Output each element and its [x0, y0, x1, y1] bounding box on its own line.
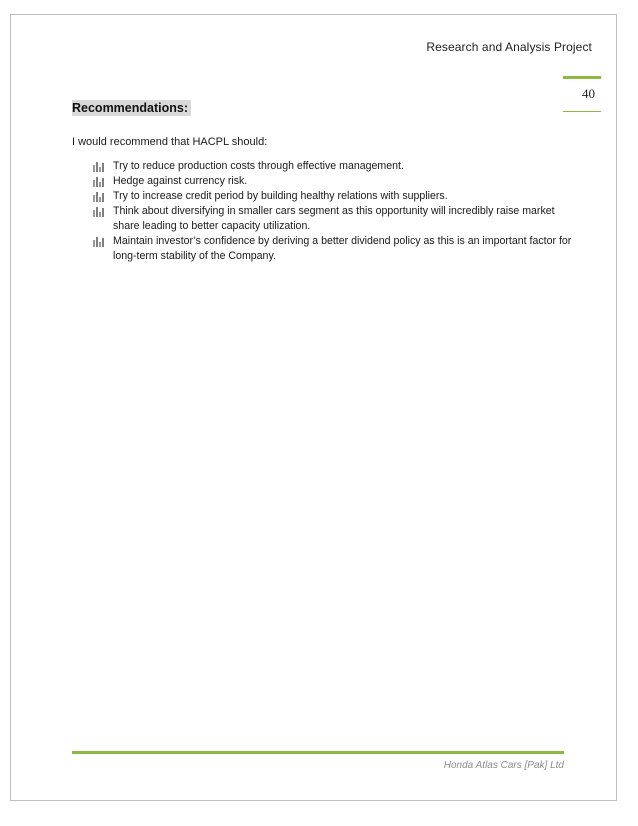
- list-item: [92, 189, 572, 204]
- bar-chart-bullet-icon: [92, 236, 105, 247]
- list-item-text: Hedge against currency risk.: [113, 175, 248, 187]
- footer-rule: [72, 751, 564, 754]
- page-number-box: [563, 76, 601, 112]
- list-item: [92, 174, 572, 189]
- page-number-bottom-rule: [563, 111, 601, 112]
- page-border: [10, 14, 617, 801]
- recommendation-list: [92, 159, 572, 264]
- footer-text: Honda Atlas Cars [Pak] Ltd: [443, 760, 564, 771]
- header-title: Research and Analysis Project: [426, 40, 592, 54]
- list-item: [92, 159, 572, 174]
- list-item: [92, 204, 572, 234]
- list-item-text: Think about diversifying in smaller cars segment as this opportunity will incredibly raise market share leading to better capacity utilization.: [113, 205, 555, 232]
- list-item-text: Try to reduce production costs through effective management.: [113, 160, 404, 172]
- list-item-text: Maintain investor’s confidence by deriving a better dividend policy as this is an important factor for long-term stability of the Company.: [113, 235, 572, 262]
- bar-chart-bullet-icon: [92, 206, 105, 217]
- list-item-text: Try to increase credit period by building healthy relations with suppliers.: [113, 190, 448, 202]
- page-number: 40: [582, 86, 595, 101]
- page-number-top-rule: [563, 76, 601, 79]
- list-item: [92, 234, 572, 264]
- bar-chart-bullet-icon: [92, 191, 105, 202]
- bar-chart-bullet-icon: [92, 176, 105, 187]
- bar-chart-bullet-icon: [92, 161, 105, 172]
- intro-text: I would recommend that HACPL should:: [72, 136, 268, 148]
- section-heading: Recommendations:: [72, 100, 191, 116]
